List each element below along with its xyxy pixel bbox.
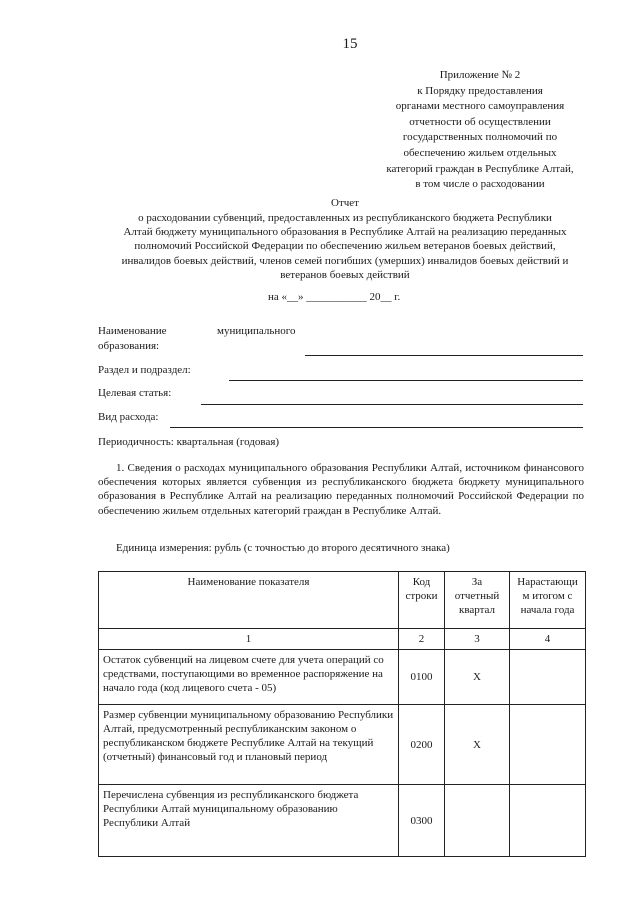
row-period-value[interactable]: X bbox=[445, 705, 510, 785]
target-article-field-line[interactable] bbox=[201, 404, 583, 405]
row-name: Размер субвенции муниципальному образованию Республики Алтай, предусмотренный республиканским законом о республиканском бюджете Республике Алтай на текущий (отчетный) финансовый год и плановый период bbox=[99, 705, 399, 785]
row-cumulative-value[interactable] bbox=[510, 785, 586, 857]
appendix-line: органами местного самоуправления bbox=[395, 100, 565, 113]
table-header-row bbox=[99, 572, 586, 629]
report-subject-line: Алтай бюджету муниципального образования в Республике Алтай на реализацию переданных bbox=[123, 226, 567, 239]
row-cumulative-value[interactable] bbox=[510, 650, 586, 705]
appendix-line: категорий граждан в Республике Алтай, bbox=[386, 162, 574, 175]
municipality-label-word: муниципального bbox=[217, 325, 296, 337]
column-number: 1 bbox=[99, 629, 399, 650]
appendix-header bbox=[360, 68, 600, 193]
report-title: Отчет bbox=[331, 197, 359, 209]
table-row bbox=[99, 650, 586, 705]
report-date-line: на «__» ___________ 20__ г. bbox=[268, 291, 401, 303]
column-numbers-row bbox=[99, 629, 586, 650]
municipality-field-line[interactable] bbox=[305, 355, 583, 356]
report-subject-line: инвалидов боевых действий, членов семей погибших (умерших) инвалидов боевых действий и bbox=[121, 254, 569, 267]
row-code: 0200 bbox=[399, 705, 445, 785]
page-number: 15 bbox=[342, 36, 358, 52]
header-cumulative: Нарастающи м итогом с начала года bbox=[510, 572, 586, 629]
header-period: За отчетный квартал bbox=[445, 572, 510, 629]
column-number: 3 bbox=[445, 629, 510, 650]
section-field-line[interactable] bbox=[229, 380, 583, 381]
row-code: 0300 bbox=[399, 785, 445, 857]
appendix-line: государственных полномочий по bbox=[402, 131, 558, 144]
row-name: Остаток субвенций на лицевом счете для учета операций со средствами, поступающими во временное распоряжение на начало года (код лицевого счета - 05) bbox=[99, 650, 399, 705]
table-row bbox=[99, 705, 586, 785]
row-cumulative-value[interactable] bbox=[510, 705, 586, 785]
header-code: Код строки bbox=[399, 572, 445, 629]
section-1-paragraph: 1. Сведения о расходах муниципального образования Республики Алтай, источником финансового обеспечения которых является субвенция из республиканского бюджета бюджету муниципального образования в Республике Алтай на реализацию переданных полномочий Российской Федерации по обеспечению жильем отдельных категорий граждан в Республике Алтай. bbox=[98, 462, 584, 517]
units-of-measure: Единица измерения: рубль (с точностью до второго десятичного знака) bbox=[116, 542, 450, 554]
appendix-line: отчетности об осуществлении bbox=[409, 115, 551, 128]
row-name: Перечислена субвенция из республиканского бюджета Республики Алтай муниципальному образованию Республики Алтай bbox=[99, 785, 399, 857]
row-period-value[interactable]: X bbox=[445, 650, 510, 705]
header-name: Наименование показателя bbox=[99, 572, 399, 629]
municipality-label: Наименование bbox=[98, 325, 167, 337]
appendix-line: Приложение № 2 bbox=[439, 69, 521, 81]
target-article-label: Целевая статья: bbox=[98, 387, 172, 399]
report-subject-line: ветеранов боевых действий bbox=[280, 268, 410, 281]
row-period-value[interactable] bbox=[445, 785, 510, 857]
report-table bbox=[98, 571, 586, 857]
report-subject bbox=[95, 211, 595, 282]
section-label: Раздел и подраздел: bbox=[98, 364, 191, 376]
expense-type-field-line[interactable] bbox=[170, 427, 583, 428]
appendix-line: обеспечению жильем отдельных bbox=[403, 146, 557, 159]
column-number: 4 bbox=[510, 629, 586, 650]
appendix-line: в том числе о расходовании bbox=[415, 178, 545, 191]
expense-type-label: Вид расхода: bbox=[98, 411, 159, 423]
periodicity: Периодичность: квартальная (годовая) bbox=[98, 436, 280, 448]
column-number: 2 bbox=[399, 629, 445, 650]
row-code: 0100 bbox=[399, 650, 445, 705]
appendix-line: к Порядку предоставления bbox=[417, 84, 543, 97]
report-subject-line: о расходовании субвенций, предоставленных из республиканского бюджета Республики bbox=[138, 212, 552, 224]
report-subject-line: полномочий Российской Федерации по обеспечению жильем ветеранов боевых действий, bbox=[134, 240, 556, 253]
table-row bbox=[99, 785, 586, 857]
municipality-label-end: образования: bbox=[98, 340, 160, 352]
